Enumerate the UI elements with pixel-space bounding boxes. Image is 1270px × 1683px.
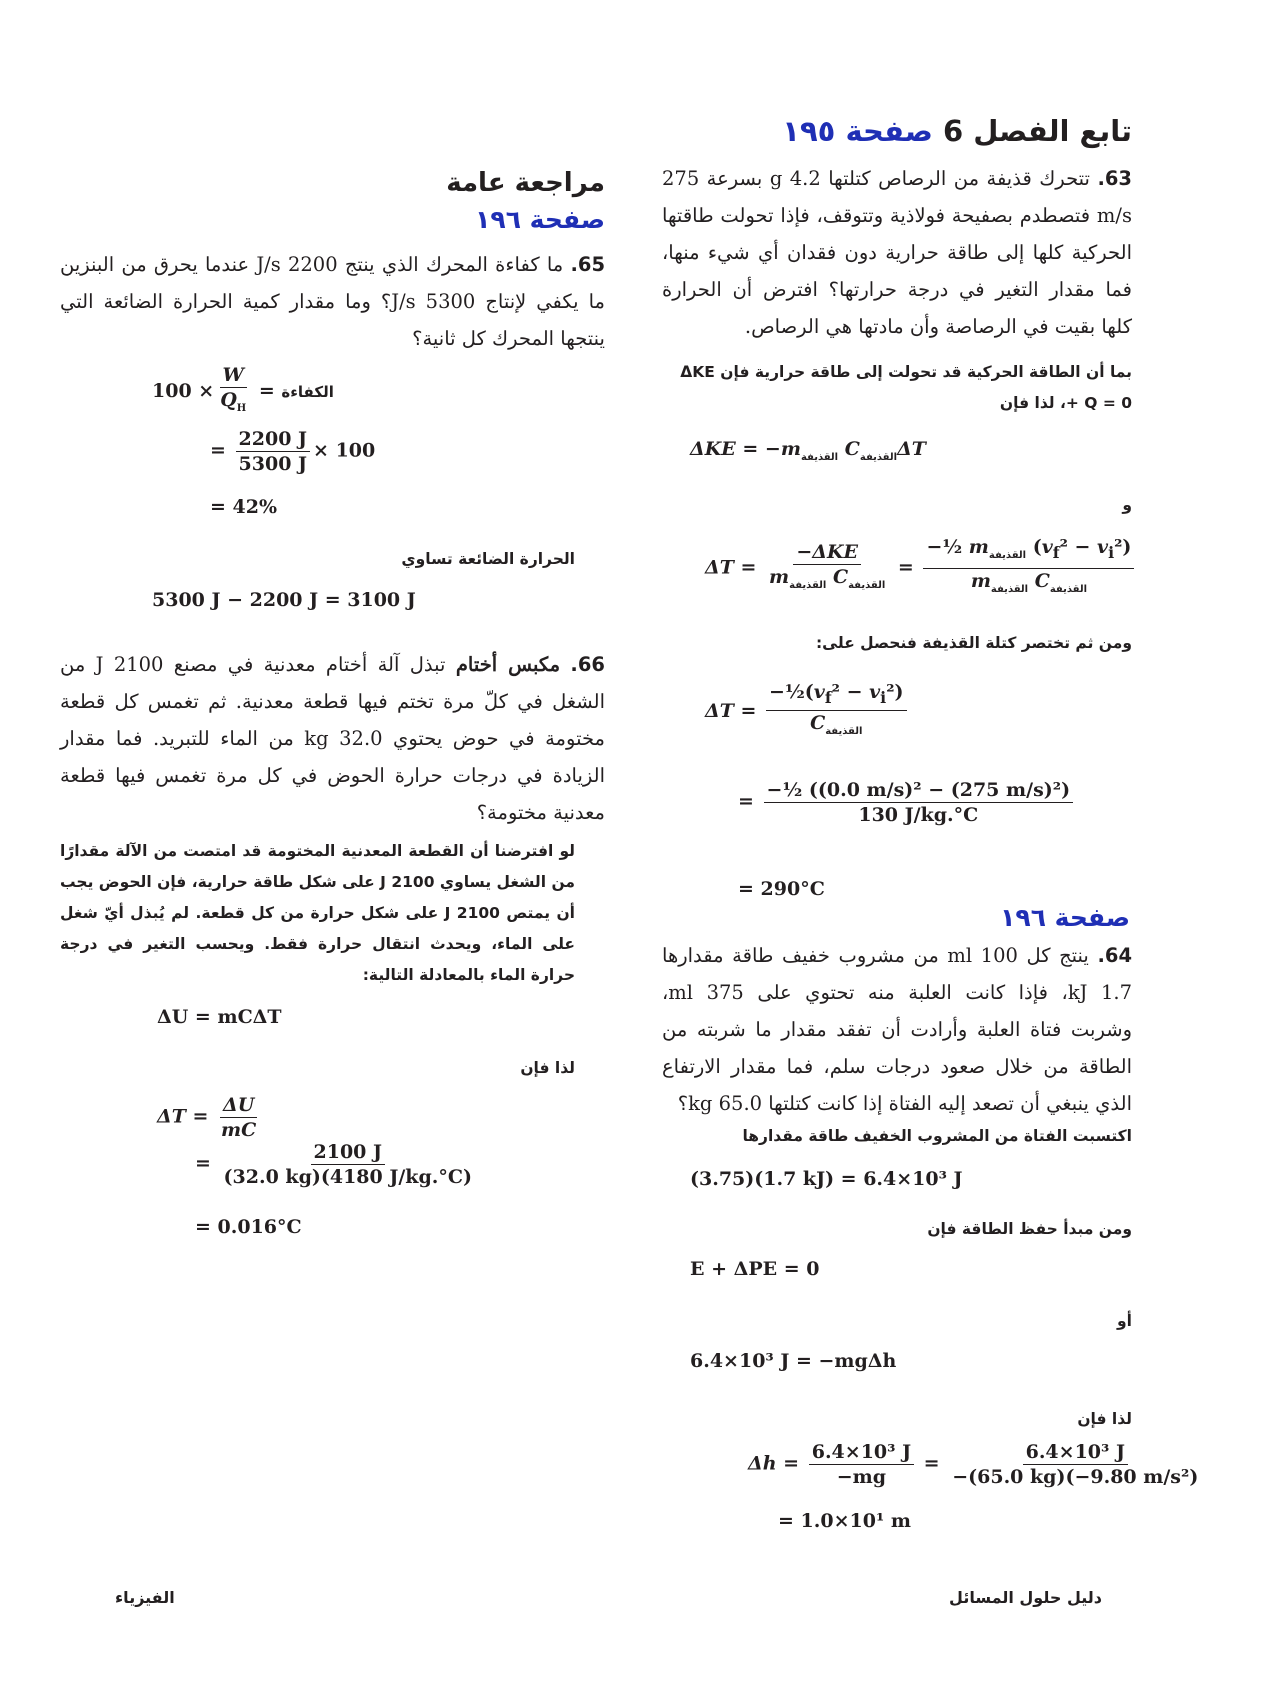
q64-note2: ومن مبدأ حفظ الطاقة فإن: [927, 1220, 1132, 1238]
q66-bold-word: مكبس أختام: [455, 653, 561, 676]
q63-result: = 290°C: [738, 878, 825, 900]
q64-eq2: E + ΔPE = 0: [690, 1258, 820, 1280]
q66-so: لذا فإن: [520, 1059, 575, 1077]
question-65: [60, 246, 605, 357]
q65-result: = 42%: [210, 496, 278, 518]
q64-or: أو: [1117, 1312, 1132, 1330]
q64-so: لذا فإن: [1077, 1410, 1132, 1428]
q64-text: ينتج كل 100 ml من مشروب خفيف طاقة مقدارها 1.7 kJ، فإذا كانت العلبة منه تحتوي على 375 ml، وشربت فتاة العلبة وأرادت أن تفقد مقدار ما شربته من الطاقة من خلال صعود درجات سلم، فما مقدار الارتفاع الذي ينبغي أن تصعد إليه الفتاة إذا كانت كتلتها 65.0 kg؟: [662, 944, 1133, 1115]
question-63: [662, 160, 1132, 345]
chapter-label: تابع الفصل: [973, 114, 1132, 148]
q63-number: 63.: [1097, 167, 1132, 190]
q65-lost-eq: 5300 J − 2200 J = 3100 J: [152, 589, 416, 611]
q63-text: تتحرك قذيفة من الرصاص كتلتها 4.2 g بسرعة 275 m/s فتصطدم بصفيحة فولاذية وتتوقف، فإذا تحولت طاقتها الحركية كلها إلى طاقة حرارية دون فقدان أي شيء منها، فما مقدار التغير في درجة حرارتها؟ افترض أن الحرارة كلها بقيت في الرصاصة وأن مادتها هي الرصاص.: [662, 167, 1132, 338]
chapter-number: 6: [942, 114, 964, 148]
q64-note1: اكتسبت الفتاة من المشروب الخفيف طاقة مقدارها: [742, 1127, 1132, 1145]
q63-eq-values: = $\frac{\text{−½ ((0.0 m/s)² − (275 m/s)²)}}{130 J/kg.^\circ C}$: [738, 778, 1076, 827]
chapter-header: [782, 114, 1132, 148]
q63-eq-dke: $\Delta KE = -m_{القذيفة}$ $C_{القذيفة}\Delta T$: [690, 438, 926, 463]
q64-number: 64.: [1097, 944, 1133, 967]
q64-eq-dh: Δh = $\frac{\text{6.4×10³ J}}{-mg}$ = $\frac{\text{6.4×10³ J}}{\text{−(65.0 kg)(−9.80 m/s²)}}$: [748, 1441, 1199, 1488]
footer-right: دليل حلول المسائل: [949, 1588, 1102, 1607]
q65-lost-note: الحرارة الضائعة تساوي: [401, 550, 575, 568]
q66-result: = 0.016°C: [195, 1216, 302, 1238]
q65-eq-values: = $\frac{2200 J}{5300 J}$ × 100: [210, 428, 376, 475]
q66-eq-dt: ΔT = $\frac{\Delta U}{mC}$: [157, 1094, 257, 1141]
q66-eq-values: = $\frac{2100 J}{(32.0 kg)(4180 J/kg.^\circ C)}$: [195, 1141, 472, 1188]
header-page-label: صفحة ١٩٥: [782, 114, 933, 148]
q63-eq-dt2: ΔT = $\frac{-\frac{1}{2}(v_f^2 - v_i^2)}{C_{القذيفة}}$: [705, 680, 910, 744]
q66-number: 66.: [570, 653, 605, 676]
q64-result: = 1.0×10¹ m: [778, 1510, 911, 1532]
section-title: مراجعة عامة: [446, 168, 605, 198]
q63-note1: بما أن الطاقة الحركية قد تحولت إلى طاقة حرارية فإن ΔKE + Q = 0، لذا فإن: [680, 363, 1132, 412]
question-64: [662, 937, 1132, 1122]
efficiency-label: الكفاءة: [281, 382, 334, 401]
q64-eq1: (3.75)(1.7 kJ) = 6.4×10³ J: [690, 1168, 963, 1190]
question-66: [60, 646, 605, 831]
q65-number: 65.: [570, 253, 606, 276]
page-196-right: صفحة ١٩٦: [1000, 903, 1130, 932]
page-196-left: صفحة ١٩٦: [475, 205, 605, 234]
q63-note2: ومن ثم تختصر كتلة القذيفة فنحصل على:: [815, 634, 1132, 652]
footer-left: الفيزياء: [115, 1588, 175, 1607]
q64-eq3: 6.4×10³ J = −mgΔh: [690, 1350, 897, 1372]
q65-eq-efficiency: الكفاءة = $\frac{W}{Q_H}$ × 100: [152, 364, 334, 414]
q66-text: تبذل آلة أختام معدنية في مصنع 2100 J من الشغل في كلّ مرة تختم فيها قطعة معدنية. ثم تغمس كل قطعة مختومة في حوض يحتوي 32.0 kg من الماء للتبريد. فما مقدار الزيادة في درجات حرارة الحوض في كل مرة تغمس فيها قطعة معدنية مختومة؟: [60, 653, 605, 824]
q63-eq-dt1: ΔT = $\frac{\text{−ΔKE}}{m_{القذيفة} C_{القذيفة}}$ = $\frac{-\frac{1}{2} m_{القذيفة} (v_f^2 - v_i^2)}{m_{القذيفة} C_{القذيفة}}$: [705, 535, 1137, 602]
q63-and: و: [1122, 496, 1132, 514]
q66-note: لو افترضنا أن القطعة المعدنية المختومة قد امتصت من الآلة مقدارًا من الشغل يساوي 2100 J على شكل طاقة حرارية، فإن الحوض يجب أن يمتص 2100 J على شكل حرارة من كل قطعة. لم يُبذل أيّ شغل على الماء، ويحدث انتقال حرارة فقط. ويحسب التغير في درجة حرارة الماء بالمعادلة التالية:: [60, 842, 575, 984]
q65-text: ما كفاءة المحرك الذي ينتج 2200 J/s عندما يحرق من البنزين ما يكفي لإنتاج 5300 J/s؟ وما مقدار كمية الحرارة الضائعة التي ينتجها المحرك كل ثانية؟: [60, 253, 606, 350]
q66-eq1: ΔU = mCΔT: [157, 1006, 282, 1028]
